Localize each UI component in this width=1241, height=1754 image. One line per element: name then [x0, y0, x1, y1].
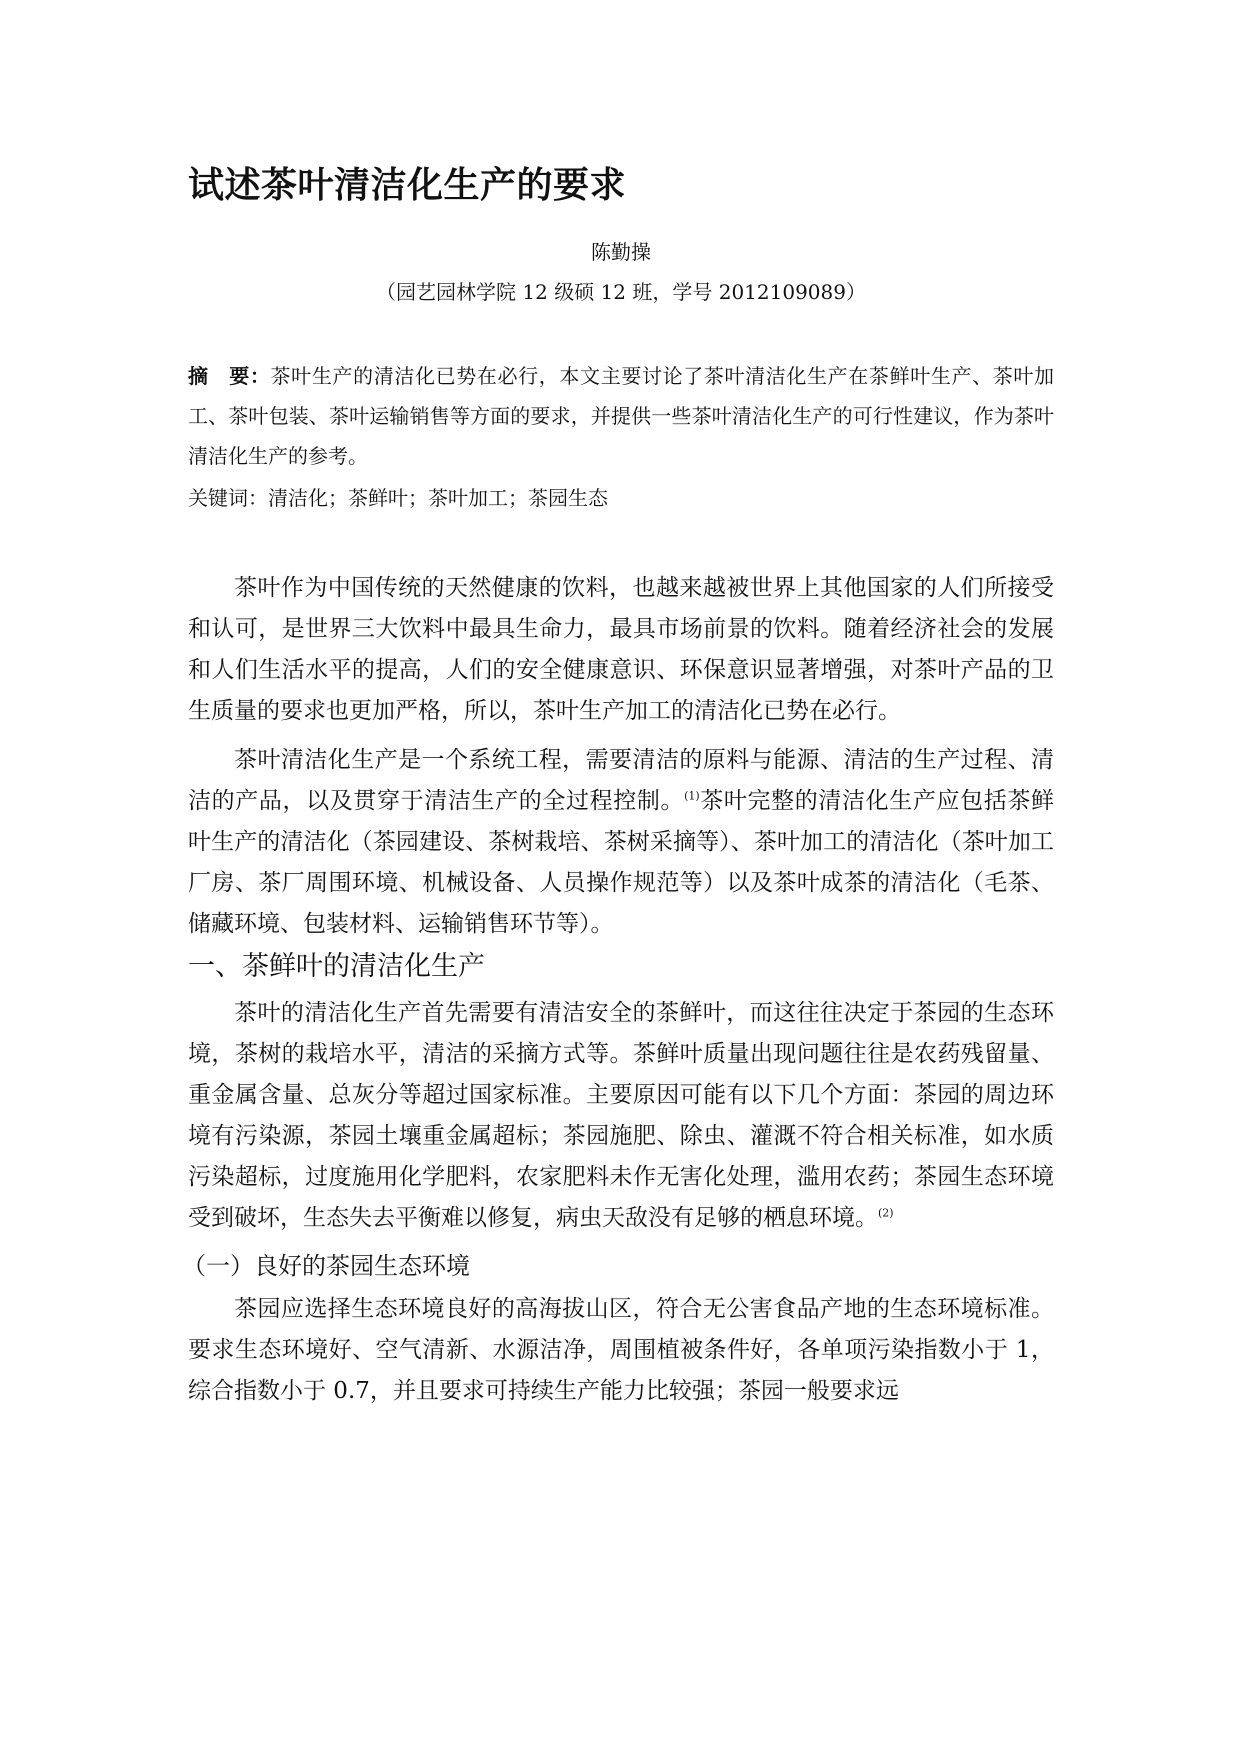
intro-paragraph-1: 茶叶作为中国传统的天然健康的饮料，也越来越被世界上其他国家的人们所接受和认可，是世界三大饮料中最具生命力，最具市场前景的饮料。随着经济社会的发展和人们生活水平的提高，人们的安全健康意识、环保意识显著增强，对茶叶产品的卫生质量的要求也更加严格，所以，茶叶生产加工的清洁化已势在必行。 — [188, 575, 1054, 724]
citation-ref-2: (2) — [878, 1206, 894, 1220]
intro-paragraph-2-text-b: 茶叶完整的清洁化生产应包括茶鲜叶生产的清洁化（茶园建设、茶树栽培、茶树采摘等）、茶叶加工的清洁化（茶叶加工厂房、茶厂周围环境、机械设备、人员操作规范等）以及茶叶成茶的清洁化（毛茶、储藏环境、包装材料、运输销售环节等）。 — [188, 788, 1055, 937]
citation-ref-1: (1) — [684, 789, 700, 803]
intro-paragraph-2-text-a: 茶叶清洁化生产是一个系统工程，需要清洁的原料与能源、清洁的生产过程、清洁的产品，以及贯穿于清洁生产的全过程控制。 — [188, 747, 1054, 814]
keywords-label: 关键词： — [188, 486, 268, 510]
abstract-label: 摘 要： — [188, 364, 271, 388]
intro-paragraph-2 — [188, 740, 1054, 945]
author-affiliation: （园艺园林学院 12 级硕 12 班，学号 2012109089） — [376, 280, 866, 304]
keywords — [188, 478, 1054, 518]
paper-title: 试述茶叶清洁化生产的要求 — [188, 165, 627, 206]
abstract — [188, 356, 1054, 476]
author-name: 陈勤操 — [591, 240, 651, 264]
subsection-1-paragraph-1: 茶园应选择生态环境良好的高海拔山区，符合无公害食品产地的生态环境标准。要求生态环境好、空气清新、水源洁净，周围植被条件好，各单项污染指数小于 1，综合指数小于 0.7，并且要求可持续生产能力比较强；茶园一般要求远 — [188, 1296, 1054, 1404]
section-1-paragraph-1-text: 茶叶的清洁化生产首先需要有清洁安全的茶鲜叶，而这往往决定于茶园的生态环境，茶树的栽培水平，清洁的采摘方式等。茶鲜叶质量出现问题往往是农药残留量、重金属含量、总灰分等超过国家标准。主要原因可能有以下几个方面：茶园的周边环境有污染源，茶园土壤重金属超标；茶园施肥、除虫、灌溉不符合相关标准，如水质污染超标，过度施用化学肥料，农家肥料未作无害化处理，滥用农药；茶园生态环境受到破坏，生态失去平衡难以修复，病虫天敌没有足够的栖息环境。 — [188, 1000, 1054, 1231]
section-1-paragraph-1 — [188, 993, 1054, 1239]
section-heading-1: 一、茶鲜叶的清洁化生产 — [188, 951, 485, 982]
page-content — [182, 160, 1055, 1412]
abstract-text: 茶叶生产的清洁化已势在必行，本文主要讨论了茶叶清洁化生产在茶鲜叶生产、茶叶加工、茶叶包装、茶叶运输销售等方面的要求，并提供一些茶叶清洁化生产的可行性建议，作为茶叶清洁化生产的参考。 — [188, 364, 1055, 468]
subsection-heading-1: （一）良好的茶园生态环境 — [182, 1252, 470, 1280]
keywords-text: 清洁化；茶鲜叶；茶叶加工；茶园生态 — [268, 486, 608, 510]
